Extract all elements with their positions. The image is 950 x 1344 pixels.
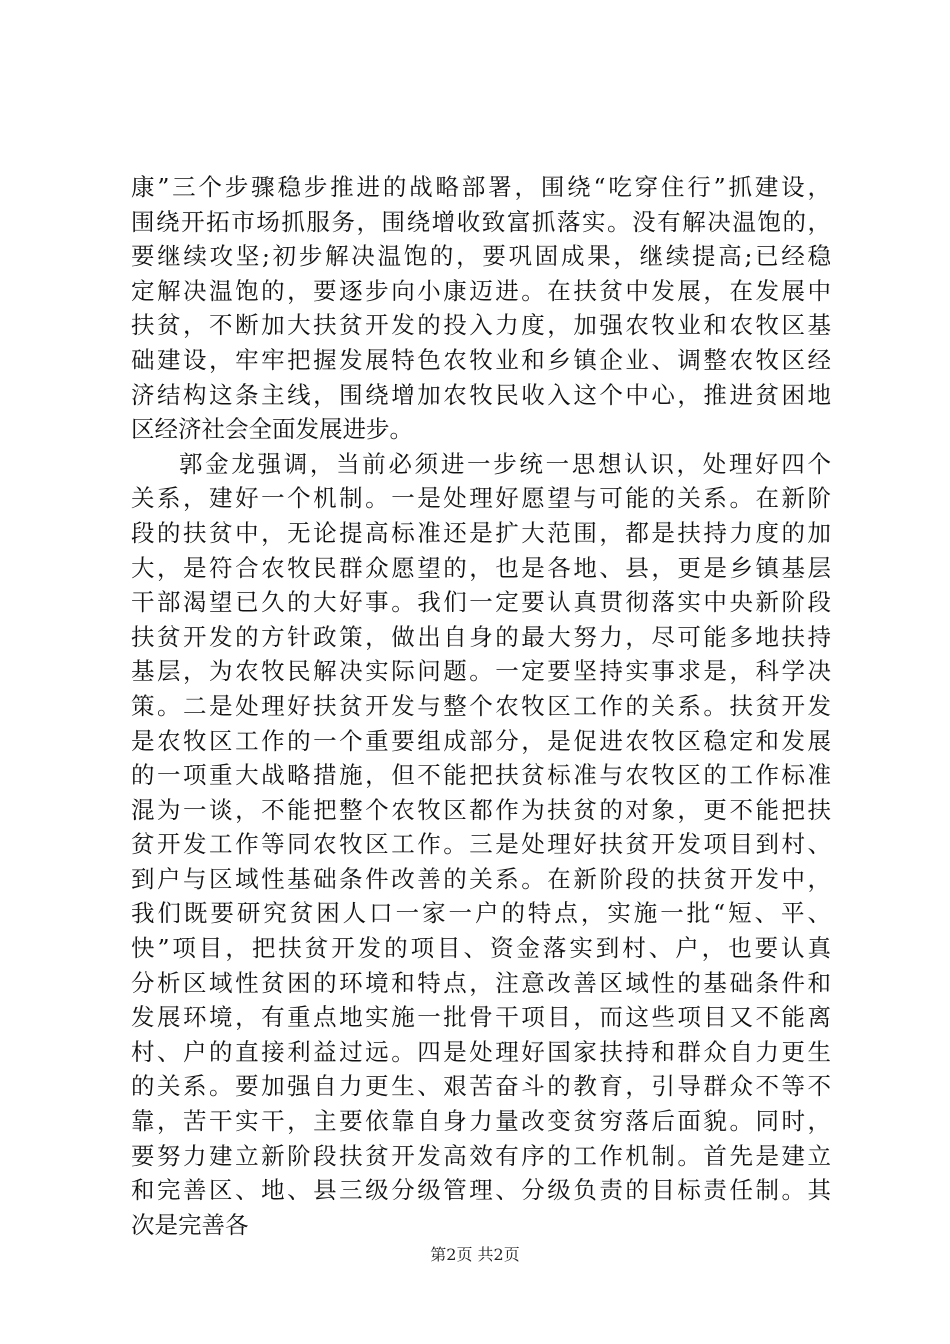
text-line: 快”项目，把扶贫开发的项目、资金落实到村、户，也要认真 [131,934,831,963]
text-line: 扶贫，不断加大扶贫开发的投入力度，加强农牧业和农牧区基 [131,311,831,340]
text-line: 混为一谈，不能把整个农牧区都作为扶贫的对象，更不能把扶 [131,795,831,824]
text-line: 靠，苦干实干，主要依靠自身力量改变贫穷落后面貌。同时， [131,1107,831,1136]
text-line: 础建设，牢牢把握发展特色农牧业和乡镇企业、调整农牧区经 [131,345,831,374]
text-line: 分析区域性贫困的环境和特点，注意改善区域性的基础条件和 [131,968,831,997]
text-line: 发展环境，有重点地实施一批骨干项目，而这些项目又不能离 [131,1003,831,1032]
text-line: 扶贫开发的方针政策，做出自身的最大努力，尽可能多地扶持 [131,622,831,651]
text-line: 是农牧区工作的一个重要组成部分，是促进农牧区稳定和发展 [131,726,831,755]
text-line: 我们既要研究贫困人口一家一户的特点，实施一批“短、平、 [131,899,831,928]
text-line-paragraph-end: 区经济社会全面发展进步。 [131,415,413,444]
page-number-footer: 第2页 共2页 [430,1245,520,1264]
text-line: 关系，建好一个机制。一是处理好愿望与可能的关系。在新阶 [131,484,831,513]
text-line-last: 次是完善各 [131,1210,249,1239]
text-line: 基层，为农牧民解决实际问题。一定要坚持实事求是，科学决 [131,657,831,686]
text-line: 的一项重大战略措施，但不能把扶贫标准与农牧区的工作标准 [131,761,831,790]
text-line: 济结构这条主线，围绕增加农牧民收入这个中心，推进贫困地 [131,380,831,409]
text-line: 要继续攻坚;初步解决温饱的，要巩固成果，继续提高;已经稳 [131,242,831,271]
text-line: 村、户的直接利益过远。四是处理好国家扶持和群众自力更生 [131,1037,831,1066]
text-line: 干部渴望已久的大好事。我们一定要认真贯彻落实中央新阶段 [131,588,831,617]
text-line: 康”三个步骤稳步推进的战略部署，围绕“吃穿住行”抓建设， [131,173,831,201]
text-line: 到户与区域性基础条件改善的关系。在新阶段的扶贫开发中， [131,864,831,893]
text-line: 段的扶贫中，无论提高标准还是扩大范围，都是扶持力度的加 [131,518,831,547]
text-line: 和完善区、地、县三级分级管理、分级负责的目标责任制。其 [131,1176,831,1205]
text-line: 要努力建立新阶段扶贫开发高效有序的工作机制。首先是建立 [131,1141,831,1170]
text-line: 策。二是处理好扶贫开发与整个农牧区工作的关系。扶贫开发 [131,691,831,720]
text-line: 大，是符合农牧民群众愿望的，也是各地、县，更是乡镇基层 [131,553,831,582]
text-line: 的关系。要加强自力更生、艰苦奋斗的教育，引导群众不等不 [131,1072,831,1101]
text-line-paragraph-start: 郭金龙强调，当前必须进一步统一思想认识，处理好四个 [179,449,831,478]
text-line: 定解决温饱的，要逐步向小康迈进。在扶贫中发展，在发展中 [131,276,831,305]
body-text [131,170,831,1242]
text-line: 围绕开拓市场抓服务，围绕增收致富抓落实。没有解决温饱的， [131,207,831,236]
text-line: 贫开发工作等同农牧区工作。三是处理好扶贫开发项目到村、 [131,830,831,859]
